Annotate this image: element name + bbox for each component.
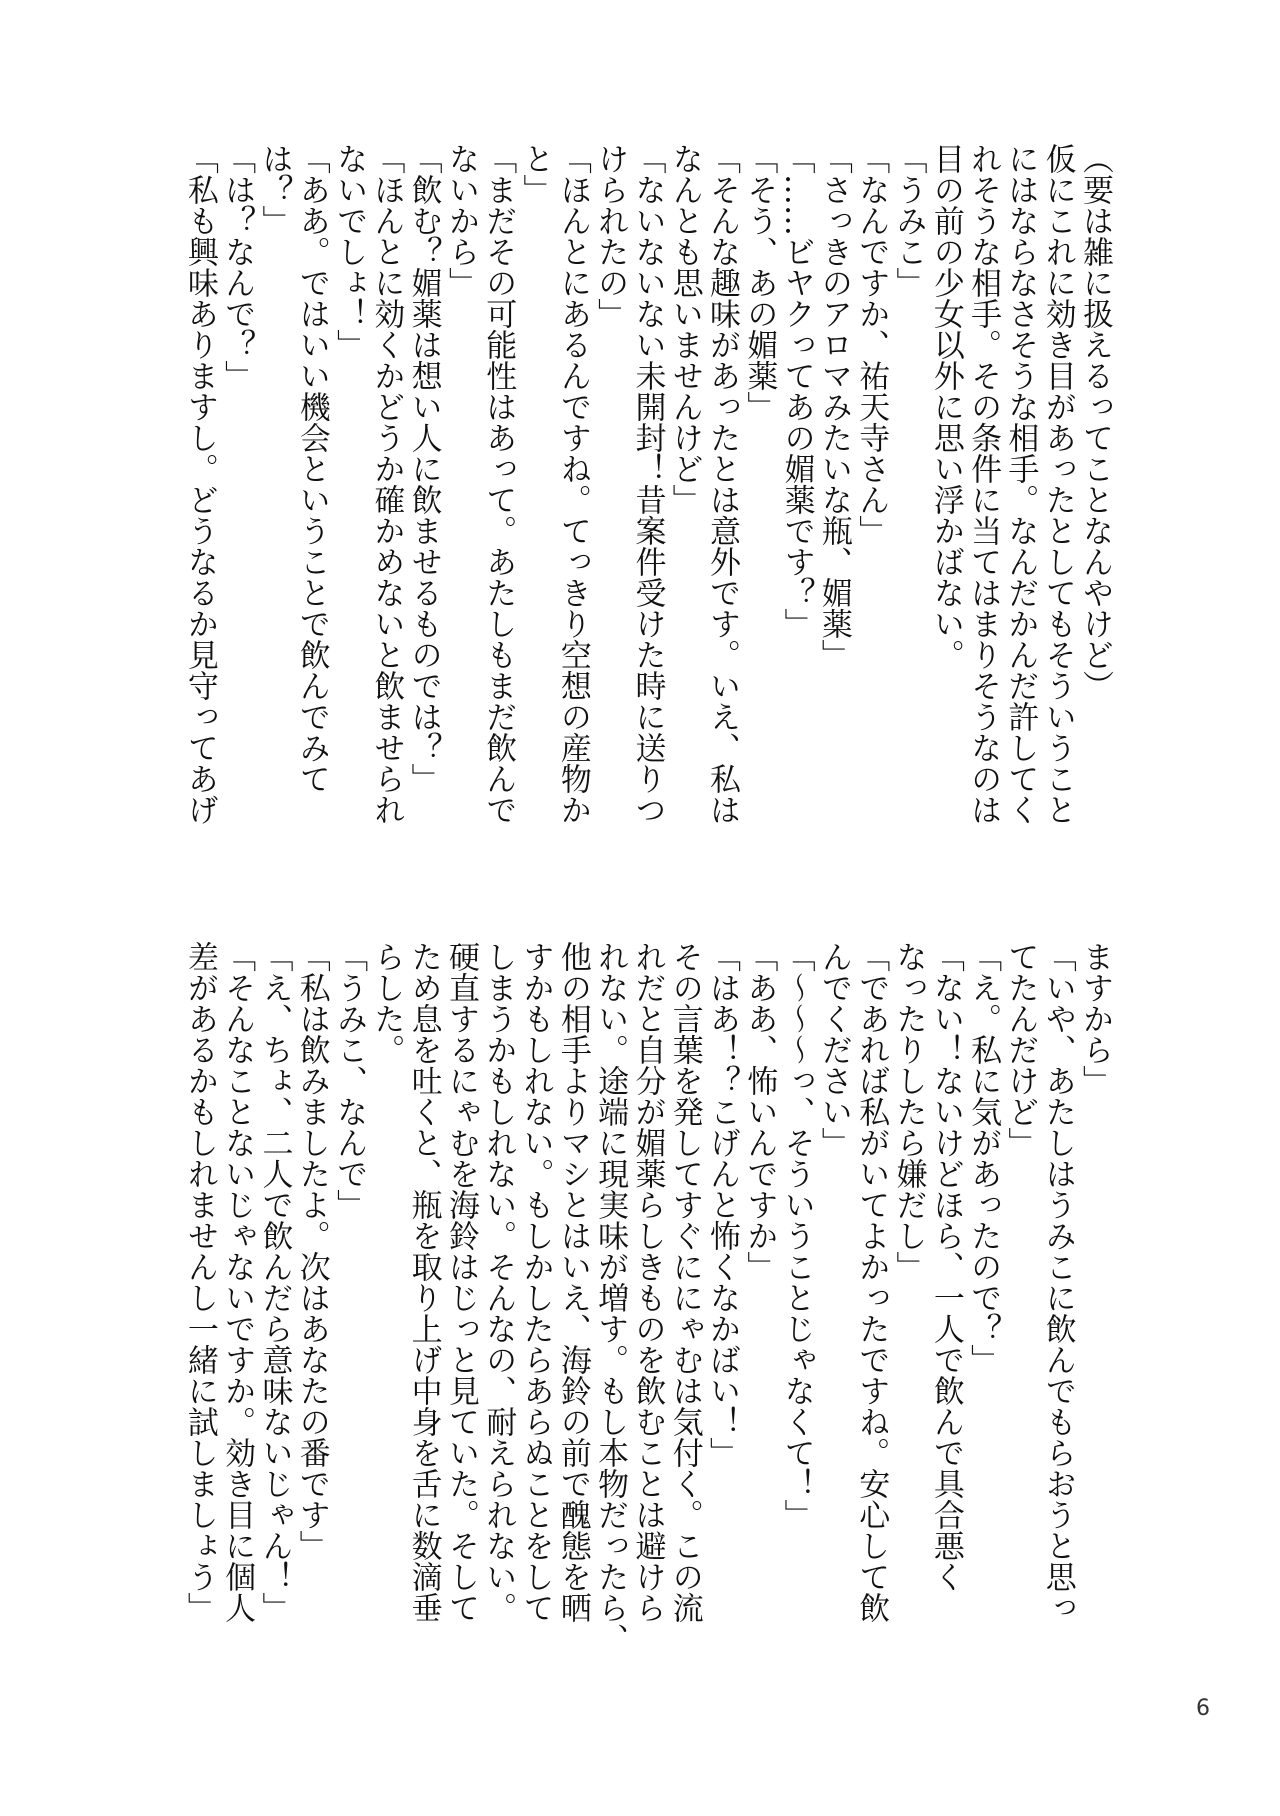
text-line: 「は？なんで？」 (219, 143, 256, 391)
text-line: ないでしょ！」 (331, 143, 368, 360)
text-line: けられたの」 (592, 143, 629, 329)
text-line: その言葉を発してすぐににゃむは気付く。この流 (666, 941, 703, 1623)
text-line: 「飲む？媚薬は想い人に飲ませるものでは？」 (405, 143, 442, 794)
text-line: 「……ビヤクってあの媚薬です？」 (778, 143, 815, 639)
text-line: 「さっきのアロマみたいな瓶、媚薬」 (815, 143, 852, 670)
text-line: なんとも思いませんけど」 (666, 143, 703, 515)
text-line: ますから」 (1077, 941, 1113, 1096)
text-line: 「はあ！？こげんと怖くなかばい！」 (704, 941, 741, 1468)
text-line: れだと自分が媚薬らしきものを飲むことは避けら (629, 941, 666, 1623)
text-block-bottom (181, 941, 1113, 1654)
text-line: （要は雑に扱えるってことなんやけど） (1077, 143, 1113, 701)
text-line: 「え、ちょ、二人で飲んだら意味ないじゃん！」 (256, 941, 293, 1623)
text-line: 「なんですか、祐天寺さん」 (853, 143, 890, 546)
text-line: 目の前の少女以外に思い浮かばない。 (927, 143, 964, 670)
text-line: すかもしれない。もしかしたらあらぬことをして (517, 941, 554, 1623)
text-line: 「いや、あたしはうみこに飲んでもらおうと思っ (1039, 941, 1076, 1623)
text-line: 「ああ。ではいい機会ということで飲んでみて (293, 143, 330, 794)
text-line: 「まだその可能性はあって。あたしもまだ飲んで (480, 143, 517, 825)
text-line: 「ああ、怖いんですか」 (741, 941, 778, 1282)
text-line: 他の相手よりマシとはいえ、海鈴の前で醜態を晒 (554, 941, 591, 1623)
text-line: 「そう、あの媚薬」 (741, 143, 778, 422)
text-line: と」 (517, 143, 554, 205)
text-line: 硬直するにゃむを海鈴はじっと見ていた。そして (442, 941, 479, 1623)
text-line: にはならなさそうな相手。なんだかんだ許してく (1002, 143, 1039, 825)
text-line: 「そんなことないじゃないですか。効き目に個人 (219, 941, 256, 1623)
text-line: 「〜〜〜っ、そういうことじゃなくて！」 (778, 941, 815, 1530)
text-line: ないから」 (442, 143, 479, 298)
text-line: 「私は飲みましたよ。次はあなたの番です」 (293, 941, 330, 1561)
page-number: 6 (1196, 1696, 1210, 1721)
text-line: なったりしたら嫌だし」 (890, 941, 927, 1282)
text-line: れそうな相手。その条件に当てはまりそうなのは (965, 143, 1002, 825)
text-block-top (181, 143, 1113, 843)
text-line: 「であれば私がいてよかったですね。安心して飲 (853, 941, 890, 1623)
text-line: てたんだけど」 (1002, 941, 1039, 1158)
text-line: らした。 (368, 941, 405, 1065)
text-line: れない。途端に現実味が増す。もし本物だったら、 (592, 941, 629, 1654)
text-line: 「ほんとにあるんですね。てっきり空想の産物か (554, 143, 591, 825)
text-line: 仮にこれに効き目があったとしてもそういうこと (1039, 143, 1076, 825)
text-line: 「うみこ」 (890, 143, 927, 298)
text-line: 「ないないない未開封！昔案件受けた時に送りつ (629, 143, 666, 825)
text-line: 「ない！ないけどほら、一人で飲んで具合悪く (927, 941, 964, 1592)
text-line: は？」 (256, 143, 293, 236)
text-line: 「私も興味ありますし。どうなるか見守ってあげ (181, 143, 218, 825)
text-line: 「うみこ、なんで」 (331, 941, 368, 1220)
text-line: 「ほんとに効くかどうか確かめないと飲ませられ (368, 143, 405, 825)
text-line: ため息を吐くと、瓶を取り上げ中身を舌に数滴垂 (405, 941, 442, 1623)
text-line: 差があるかもしれませんし一緒に試しましょう」 (181, 941, 218, 1623)
text-line: んでください」 (815, 941, 852, 1158)
text-line: 「え。私に気があったので？」 (965, 941, 1002, 1375)
text-line: 「そんな趣味があったとは意外です。いえ、私は (704, 143, 741, 825)
text-line: しまうかもしれない。そんなの、耐えられない。 (480, 941, 517, 1623)
